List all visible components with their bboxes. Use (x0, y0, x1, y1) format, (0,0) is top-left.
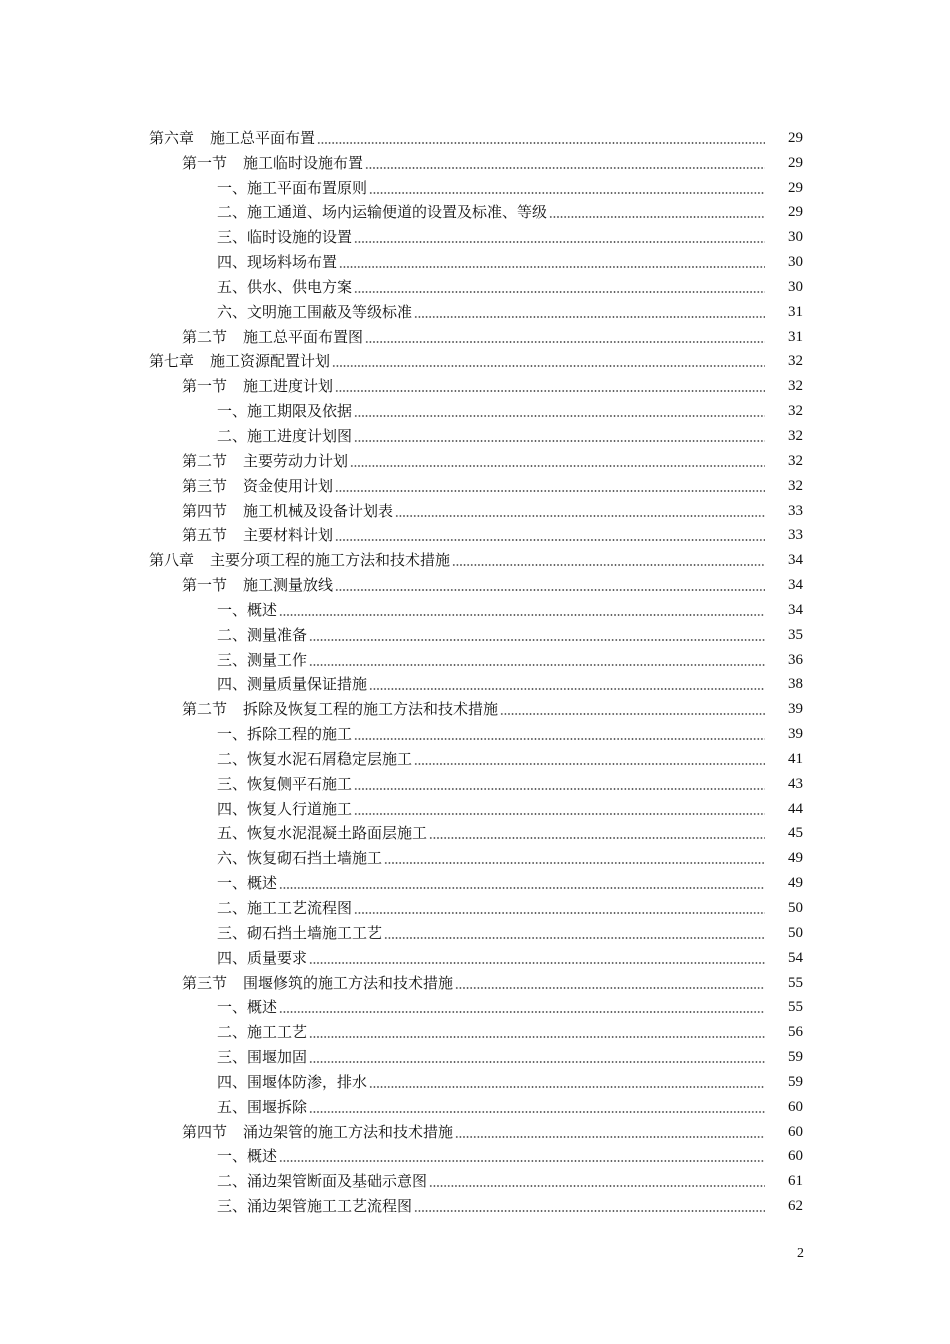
toc-entry-title: 砌石挡土墙施工工艺 (247, 923, 383, 942)
toc-entry-number: 四、 (217, 253, 248, 272)
toc-entry-label (217, 871, 277, 895)
toc-entry[interactable] (149, 200, 803, 225)
toc-entry[interactable] (149, 498, 803, 523)
toc-entry-number: 第六章 (149, 128, 195, 147)
toc-entry-page: 29 (788, 154, 803, 171)
toc-entry-page: 39 (788, 726, 803, 743)
dot-leader (414, 763, 765, 765)
toc-entry-label (217, 921, 382, 945)
toc-entry-number: 三、 (217, 228, 248, 247)
dot-leader (365, 167, 765, 169)
toc-entry-label (217, 1169, 427, 1193)
toc-entry-label (217, 424, 352, 448)
dot-leader (384, 937, 765, 939)
dot-leader (369, 1086, 765, 1088)
toc-entry[interactable] (149, 995, 803, 1020)
toc-entry-title: 涌边架管施工工艺流程图 (247, 1197, 413, 1216)
toc-entry[interactable] (149, 175, 803, 200)
toc-entry-page: 36 (788, 651, 803, 668)
dot-leader (335, 390, 765, 392)
toc-entry[interactable] (149, 821, 803, 846)
dot-leader (455, 1136, 765, 1138)
toc-entry-title: 围堰加固 (247, 1048, 308, 1067)
toc-entry-title: 恢复侧平石施工 (247, 774, 353, 793)
toc-entry[interactable] (149, 597, 803, 622)
toc-entry-number: 二、 (217, 1023, 248, 1042)
dot-leader (354, 788, 765, 790)
toc-entry-title: 现场料场布置 (247, 253, 338, 272)
toc-entry-title: 恢复人行道施工 (247, 799, 353, 818)
toc-entry-number: 五、 (217, 824, 248, 843)
toc-entry-label (182, 1120, 453, 1144)
dot-leader (335, 490, 765, 492)
dot-leader (354, 912, 765, 914)
dot-leader (414, 1210, 765, 1212)
dot-leader (309, 962, 765, 964)
dot-leader (309, 664, 765, 666)
toc-entry-label (182, 151, 363, 175)
toc-entry[interactable] (149, 1168, 803, 1193)
toc-entry-title: 测量工作 (247, 650, 308, 669)
toc-entry-number: 一、 (217, 874, 248, 893)
toc-entry[interactable] (149, 547, 803, 572)
dot-leader (279, 887, 765, 889)
toc-entry-title: 概述 (247, 998, 278, 1017)
toc-entry-page: 44 (788, 800, 803, 817)
toc-entry-label (182, 971, 453, 995)
toc-entry-number: 第二节 (182, 451, 228, 470)
toc-entry-number: 一、 (217, 600, 248, 619)
toc-entry-page: 61 (788, 1173, 803, 1190)
toc-entry-number: 四、 (217, 1072, 248, 1091)
toc-entry-label (217, 722, 352, 746)
toc-entry-label (182, 523, 333, 547)
toc-entry-number: 二、 (217, 1172, 248, 1191)
toc-entry-page: 30 (788, 278, 803, 295)
toc-entry-label (217, 995, 277, 1019)
toc-entry[interactable] (149, 622, 803, 647)
toc-entry-label (217, 747, 412, 771)
toc-entry-title: 围堰修筑的施工方法和技术措施 (243, 973, 454, 992)
toc-entry-title: 质量要求 (247, 948, 308, 967)
toc-entry-page: 34 (788, 552, 803, 569)
toc-entry-label (182, 474, 333, 498)
dot-leader (395, 515, 765, 517)
toc-entry-title: 概述 (247, 600, 278, 619)
toc-entry-title: 概述 (247, 874, 278, 893)
toc-entry-number: 第八章 (149, 551, 195, 570)
toc-entry-page: 38 (788, 676, 803, 693)
toc-entry-page: 32 (788, 378, 803, 395)
toc-entry-number: 六、 (217, 302, 248, 321)
toc-entry-label (217, 200, 547, 224)
toc-entry[interactable] (149, 895, 803, 920)
toc-entry-label (182, 573, 333, 597)
toc-entry-title: 施工工艺 (247, 1023, 308, 1042)
toc-entry-title: 资金使用计划 (243, 476, 334, 495)
toc-entry[interactable] (149, 696, 803, 721)
toc-entry-label (217, 275, 352, 299)
toc-entry[interactable] (149, 721, 803, 746)
toc-entry-label (149, 126, 315, 150)
toc-entry[interactable] (149, 249, 803, 274)
dot-leader (384, 862, 765, 864)
toc-entry[interactable] (149, 473, 803, 498)
toc-entry-page: 49 (788, 850, 803, 867)
toc-entry-page: 45 (788, 825, 803, 842)
toc-entry-title: 测量准备 (247, 625, 308, 644)
toc-entry-label (217, 946, 307, 970)
toc-entry-number: 第三节 (182, 973, 228, 992)
toc-entry-number: 第四节 (182, 1122, 228, 1141)
toc-entry[interactable] (149, 150, 803, 175)
dot-leader (354, 241, 765, 243)
toc-entry-page: 50 (788, 900, 803, 916)
toc-entry-page: 60 (788, 1098, 803, 1115)
toc-entry-title: 临时设施的设置 (247, 228, 353, 247)
toc-entry-title: 涌边架管断面及基础示意图 (247, 1172, 428, 1191)
toc-entry-title: 主要分项工程的施工方法和技术措施 (210, 551, 451, 570)
toc-entry[interactable] (149, 523, 803, 548)
toc-entry[interactable] (149, 1044, 803, 1069)
toc-entry-number: 一、 (217, 1147, 248, 1166)
toc-entry-page: 33 (788, 502, 803, 519)
dot-leader (309, 1036, 765, 1038)
toc-entry-number: 六、 (217, 849, 248, 868)
toc-entry-number: 第七章 (149, 352, 195, 371)
toc-entry[interactable] (149, 224, 803, 249)
toc-entry-label (149, 349, 330, 373)
dot-leader (500, 713, 765, 715)
toc-entry-title: 施工资源配置计划 (210, 352, 331, 371)
dot-leader (279, 1011, 765, 1013)
toc-entry-title: 围堰体防渗，排水 (247, 1072, 368, 1091)
toc-entry-page: 30 (788, 229, 803, 246)
toc-entry-label (217, 300, 412, 324)
toc-entry-page: 32 (788, 403, 803, 420)
toc-entry-page: 39 (788, 701, 803, 718)
toc-entry[interactable] (149, 572, 803, 597)
toc-entry-page: 29 (788, 204, 803, 221)
toc-entry-title: 供水、供电方案 (247, 277, 353, 296)
toc-entry[interactable] (149, 125, 803, 150)
toc-entry[interactable] (149, 373, 803, 398)
toc-entry[interactable] (149, 398, 803, 423)
toc-entry-page: 29 (788, 129, 803, 146)
toc-entry-title: 施工临时设施布置 (243, 153, 364, 172)
toc-entry-page: 32 (788, 353, 803, 370)
toc-entry-number: 五、 (217, 1097, 248, 1116)
toc-entry-title: 围堰拆除 (247, 1097, 308, 1116)
toc-entry-number: 五、 (217, 277, 248, 296)
toc-entry-label (217, 672, 367, 696)
dot-leader (414, 316, 765, 318)
toc-entry[interactable] (149, 299, 803, 324)
page-number: 2 (797, 1246, 804, 1261)
toc-entry-page: 50 (788, 924, 803, 941)
toc-entry-label (217, 399, 352, 423)
toc-entry-number: 四、 (217, 799, 248, 818)
toc-entry-label (182, 449, 348, 473)
dot-leader (429, 837, 765, 839)
toc-entry-label (217, 1095, 307, 1119)
toc-entry-number: 二、 (217, 899, 248, 917)
toc-entry[interactable] (149, 1019, 803, 1044)
toc-entry-number: 二、 (217, 426, 248, 445)
dot-leader (452, 564, 765, 566)
toc-entry[interactable] (149, 796, 803, 821)
dot-leader (279, 614, 765, 616)
dot-leader (354, 813, 765, 815)
toc-entry-title: 施工进度计划图 (247, 426, 353, 445)
dot-leader (369, 688, 765, 690)
toc-entry-title: 拆除及恢复工程的施工方法和技术措施 (243, 700, 499, 719)
toc-entry-number: 一、 (217, 402, 248, 421)
toc-entry[interactable] (149, 1144, 803, 1169)
dot-leader (335, 539, 765, 541)
toc-entry-title: 施工测量放线 (243, 576, 334, 595)
toc-entry-page: 32 (788, 477, 803, 494)
toc-entry-label (217, 797, 352, 821)
toc-entry-page: 41 (788, 750, 803, 767)
toc-entry-label (217, 648, 307, 672)
toc-entry-number: 第二节 (182, 700, 228, 719)
toc-entry-page: 32 (788, 427, 803, 444)
toc-entry-number: 三、 (217, 1197, 248, 1216)
toc-entry-number: 第五节 (182, 526, 228, 545)
toc-entry-label (182, 697, 498, 721)
toc-entry[interactable] (149, 274, 803, 299)
toc-entry-number: 四、 (217, 948, 248, 967)
toc-entry-label (217, 1020, 307, 1044)
toc-entry[interactable] (149, 746, 803, 771)
toc-entry-number: 第一节 (182, 153, 228, 172)
toc-entry-page: 56 (788, 1024, 803, 1041)
toc-entry-page: 34 (788, 601, 803, 618)
dot-leader (354, 415, 765, 417)
toc-entry-page: 34 (788, 577, 803, 594)
toc-entry-number: 第四节 (182, 501, 228, 520)
toc-entry[interactable] (149, 970, 803, 995)
toc-entry-page: 30 (788, 254, 803, 271)
toc-entry[interactable] (149, 1094, 803, 1119)
toc-entry[interactable] (149, 349, 803, 374)
toc-entry[interactable] (149, 945, 803, 970)
toc-entry[interactable] (149, 448, 803, 473)
toc-entry-number: 第三节 (182, 476, 228, 495)
toc-entry-page: 31 (788, 303, 803, 320)
dot-leader (369, 192, 765, 194)
toc-entry-label (217, 1070, 367, 1094)
toc-entry[interactable] (149, 1193, 803, 1218)
toc-entry-page: 54 (788, 949, 803, 966)
toc-entry-page: 29 (788, 179, 803, 196)
toc-entry-page: 59 (788, 1049, 803, 1066)
toc-entry-number: 第一节 (182, 576, 228, 595)
toc-entry-page: 43 (788, 775, 803, 792)
toc-entry[interactable] (149, 920, 803, 945)
dot-leader (354, 738, 765, 740)
toc-entry-number: 第二节 (182, 327, 228, 346)
toc-entry[interactable] (149, 771, 803, 796)
dot-leader (365, 341, 765, 343)
toc-entry-number: 三、 (217, 1048, 248, 1067)
toc-entry-title: 施工工艺流程图 (247, 899, 353, 917)
toc-entry-page: 55 (788, 999, 803, 1016)
toc-entry-title: 施工总平面布置图 (243, 327, 364, 346)
toc-entry-number: 一、 (217, 178, 248, 197)
dot-leader (429, 1185, 765, 1187)
toc-entry-title: 拆除工程的施工 (247, 725, 353, 744)
toc-entry-number: 三、 (217, 650, 248, 669)
toc-entry-title: 恢复水泥混凝土路面层施工 (247, 824, 428, 843)
toc-entry-title: 施工总平面布置 (210, 128, 316, 147)
toc-entry-page: 55 (788, 974, 803, 991)
toc-entry-number: 三、 (217, 774, 248, 793)
toc-entry-label (217, 1144, 277, 1168)
toc-entry-title: 涌边架管的施工方法和技术措施 (243, 1122, 454, 1141)
dot-leader (549, 216, 765, 218)
toc-entry-page: 62 (788, 1198, 803, 1215)
toc-entry-number: 一、 (217, 998, 248, 1017)
dot-leader (332, 365, 765, 367)
toc-entry[interactable] (149, 324, 803, 349)
dot-leader (455, 987, 765, 989)
toc-entry-title: 概述 (247, 1147, 278, 1166)
dot-leader (354, 440, 765, 442)
toc-entry-page: 32 (788, 452, 803, 469)
toc-entry[interactable] (149, 647, 803, 672)
toc-entry-title: 施工期限及依据 (247, 402, 353, 421)
toc-entry-page: 49 (788, 875, 803, 892)
toc-entry-label (217, 598, 277, 622)
toc-entry[interactable] (149, 845, 803, 870)
toc-entry-page: 33 (788, 527, 803, 544)
dot-leader (309, 1111, 765, 1113)
toc-entry-title: 恢复砌石挡土墙施工 (247, 849, 383, 868)
toc-entry-title: 主要劳动力计划 (243, 451, 349, 470)
dot-leader (339, 266, 765, 268)
toc-entry-label (217, 846, 382, 870)
toc-entry-page: 35 (788, 626, 803, 643)
dot-leader (350, 465, 765, 467)
dot-leader (317, 142, 765, 144)
toc-entry-page: 59 (788, 1073, 803, 1090)
toc-entry-title: 文明施工围蔽及等级标准 (247, 302, 413, 321)
toc-entry-label (217, 772, 352, 796)
toc-entry-title: 测量质量保证措施 (247, 675, 368, 694)
toc-entry-number: 二、 (217, 625, 248, 644)
toc-entry-title: 主要材料计划 (243, 526, 334, 545)
toc-entry-title: 施工进度计划 (243, 377, 334, 396)
toc-entry-title: 施工机械及设备计划表 (243, 501, 394, 520)
toc-entry[interactable] (149, 1069, 803, 1094)
toc-entry-label (217, 821, 427, 845)
table-of-contents (149, 125, 803, 1218)
toc-entry-label (217, 225, 352, 249)
toc-entry-label (182, 325, 363, 349)
dot-leader (354, 291, 765, 293)
toc-entry-label (182, 374, 333, 398)
toc-entry[interactable] (149, 672, 803, 697)
toc-entry-number: 二、 (217, 203, 248, 222)
toc-entry-title: 施工平面布置原则 (247, 178, 368, 197)
toc-entry[interactable] (149, 870, 803, 895)
toc-entry-label (217, 1194, 412, 1218)
toc-entry-label (217, 1045, 307, 1069)
toc-entry-number: 四、 (217, 675, 248, 694)
toc-entry-label (217, 623, 307, 647)
toc-entry-number: 第一节 (182, 377, 228, 396)
dot-leader (335, 589, 765, 591)
toc-entry[interactable] (149, 1119, 803, 1144)
dot-leader (309, 639, 765, 641)
toc-entry-label (217, 250, 337, 274)
toc-entry-number: 三、 (217, 923, 248, 942)
toc-entry-label (217, 176, 367, 200)
toc-entry-title: 施工通道、场内运输便道的设置及标准、等级 (247, 203, 548, 222)
toc-entry-label (217, 896, 352, 920)
toc-entry-number: 一、 (217, 725, 248, 744)
dot-leader (309, 1061, 765, 1063)
toc-entry-page: 31 (788, 328, 803, 345)
toc-entry-number: 二、 (217, 749, 248, 768)
toc-entry[interactable] (149, 423, 803, 448)
toc-entry-page: 60 (788, 1123, 803, 1140)
dot-leader (279, 1160, 765, 1162)
toc-entry-page: 60 (788, 1148, 803, 1165)
toc-entry-label (182, 499, 393, 523)
toc-entry-label (149, 548, 450, 572)
toc-entry-title: 恢复水泥石屑稳定层施工 (247, 749, 413, 768)
